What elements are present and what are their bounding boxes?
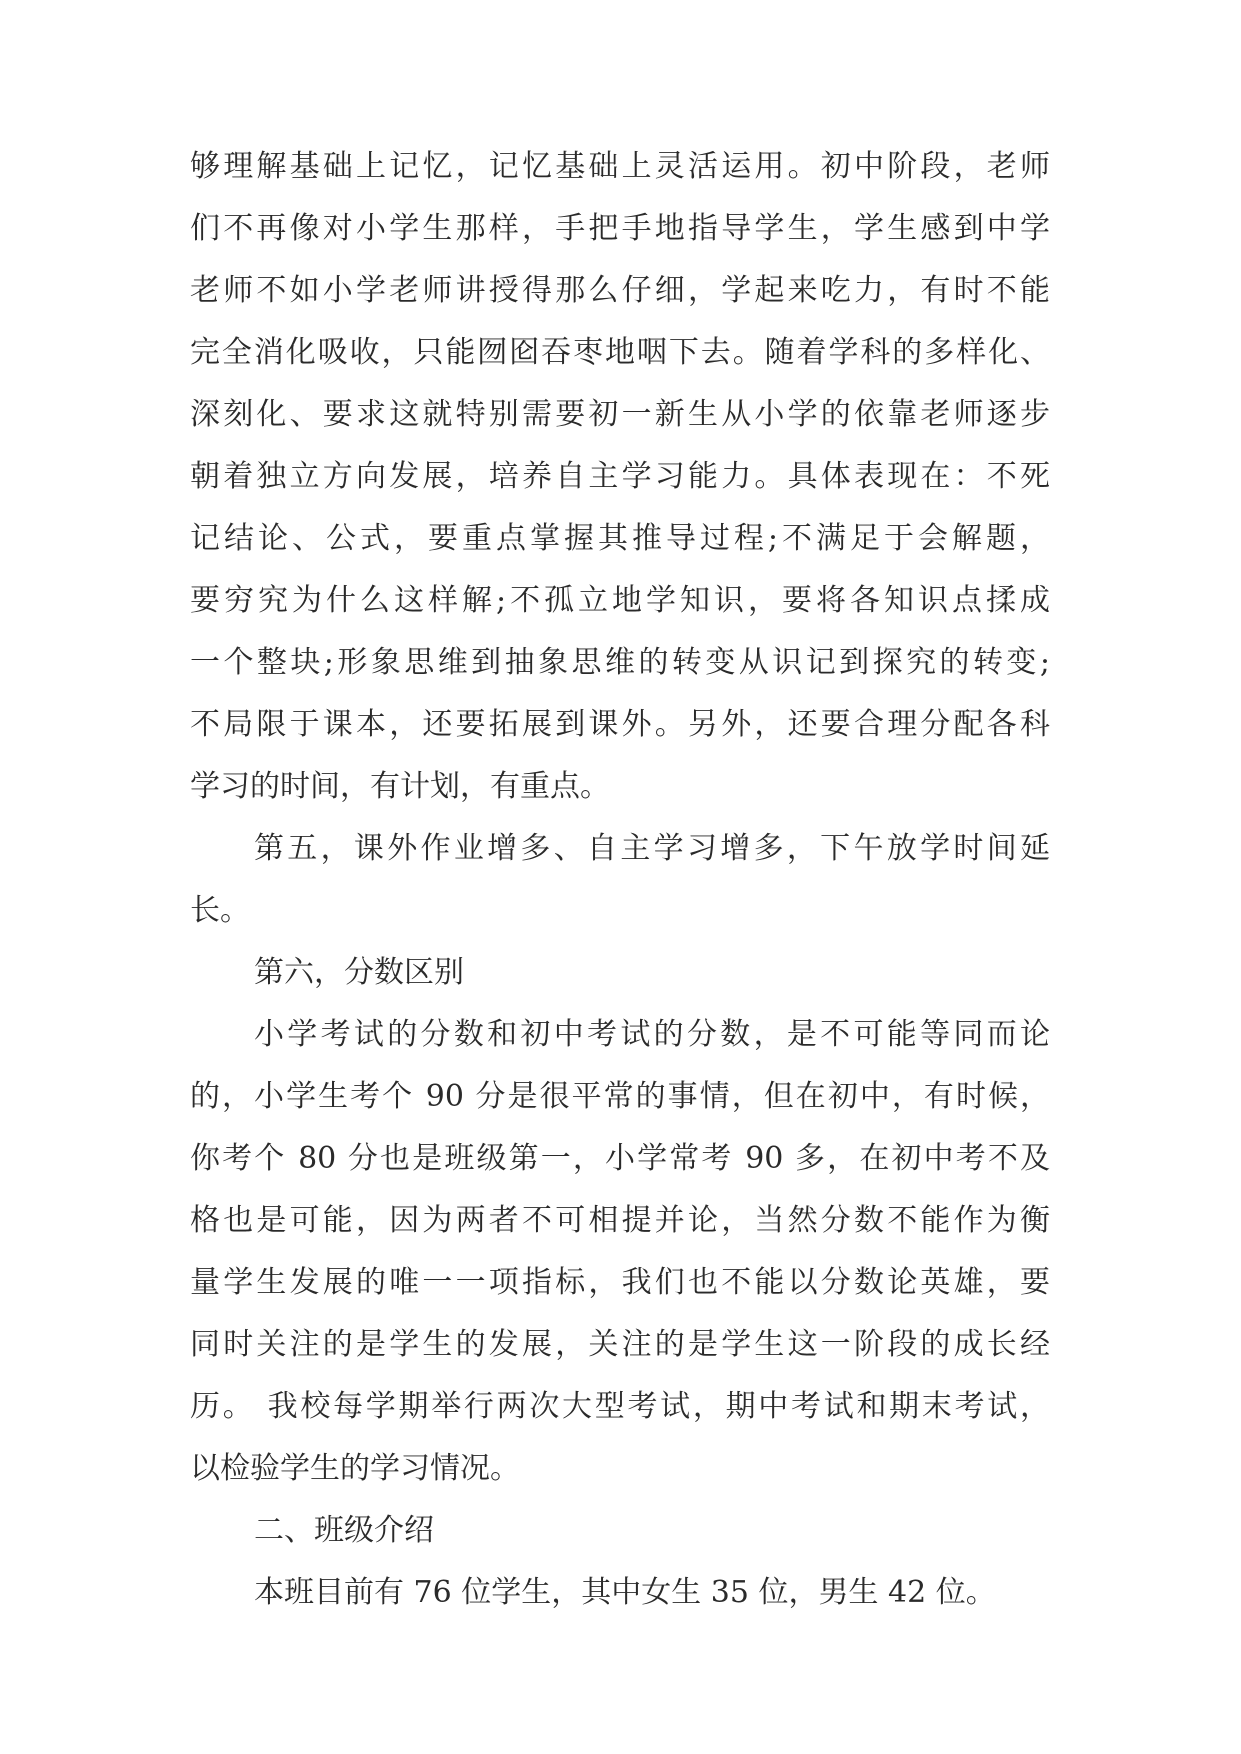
paragraph-line: 学习的时间，有计划，有重点。 bbox=[190, 769, 610, 804]
paragraph-line: 的，小学生考个 90 分是很平常的事情，但在初中，有时候， bbox=[190, 1079, 1050, 1114]
paragraph-line: 够理解基础上记忆，记忆基础上灵活运用。初中阶段，老师 bbox=[190, 149, 1050, 184]
paragraph-line: 完全消化吸收，只能囫囵吞枣地咽下去。随着学科的多样化、 bbox=[190, 335, 1050, 370]
paragraph-line: 一个整块;形象思维到抽象思维的转变从识记到探究的转变; bbox=[190, 645, 1050, 680]
paragraph-line: 你考个 80 分也是班级第一，小学常考 90 多，在初中考不及 bbox=[190, 1141, 1050, 1176]
paragraph-line: 们不再像对小学生那样，手把手地指导学生，学生感到中学 bbox=[190, 211, 1050, 246]
paragraph-line: 小学考试的分数和初中考试的分数，是不可能等同而论 bbox=[254, 1017, 1050, 1052]
section-heading: 第六，分数区别 bbox=[254, 955, 464, 990]
paragraph-line: 格也是可能，因为两者不可相提并论，当然分数不能作为衡 bbox=[190, 1203, 1050, 1238]
paragraph-line: 长。 bbox=[190, 893, 250, 928]
paragraph-line: 同时关注的是学生的发展，关注的是学生这一阶段的成长经 bbox=[190, 1327, 1050, 1362]
paragraph-line: 历。 我校每学期举行两次大型考试，期中考试和期末考试， bbox=[190, 1389, 1050, 1424]
paragraph-line: 量学生发展的唯一一项指标，我们也不能以分数论英雄，要 bbox=[190, 1265, 1050, 1300]
paragraph-line: 老师不如小学老师讲授得那么仔细，学起来吃力，有时不能 bbox=[190, 273, 1050, 308]
paragraph-line: 记结论、公式，要重点掌握其推导过程;不满足于会解题， bbox=[190, 521, 1050, 556]
paragraph-line: 以检验学生的学习情况。 bbox=[190, 1451, 520, 1486]
paragraph-line: 本班目前有 76 位学生，其中女生 35 位，男生 42 位。 bbox=[254, 1575, 996, 1610]
section-heading: 二、班级介绍 bbox=[254, 1513, 434, 1548]
paragraph-line: 朝着独立方向发展，培养自主学习能力。具体表现在：不死 bbox=[190, 459, 1050, 494]
paragraph-line: 不局限于课本，还要拓展到课外。另外，还要合理分配各科 bbox=[190, 707, 1050, 742]
paragraph-line: 深刻化、要求这就特别需要初一新生从小学的依靠老师逐步 bbox=[190, 397, 1050, 432]
paragraph-line: 要穷究为什么这样解;不孤立地学知识，要将各知识点揉成 bbox=[190, 583, 1050, 618]
paragraph-line: 第五，课外作业增多、自主学习增多，下午放学时间延 bbox=[254, 831, 1050, 866]
